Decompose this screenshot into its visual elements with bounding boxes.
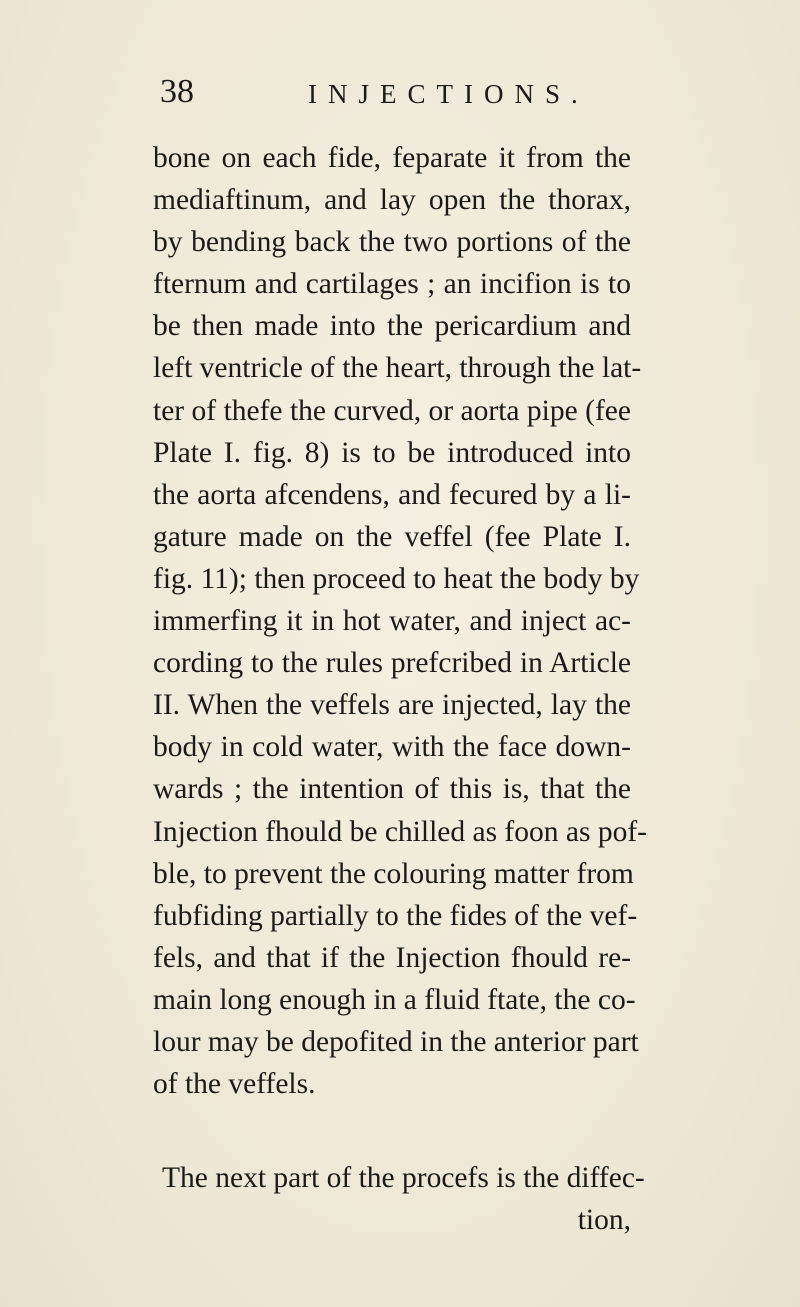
text-line: body in cold water, with the face down-: [153, 731, 631, 764]
text-line: fternum and cartilages ; an incifion is to: [153, 268, 631, 301]
text-line: wards ; the intention of this is, that the: [153, 773, 631, 806]
text-line: main long enough in a fluid ftate, the co-: [153, 983, 636, 1016]
text-line: by bending back the two portions of the: [153, 226, 631, 259]
text-line: fubfiding partially to the fides of the vef-: [153, 899, 638, 932]
text-line: lour may be depofited in the anterior part: [153, 1025, 639, 1058]
text-line: of the veffels.: [153, 1068, 316, 1101]
text-line: left ventricle of the heart, through the lat-: [153, 352, 642, 385]
text-line: ble, to prevent the colouring matter from: [153, 857, 634, 890]
text-line: bone on each fide, feparate it from the: [153, 142, 631, 174]
paragraph-1: [153, 137, 647, 1105]
text-line: Plate I. fig. 8) is to be introduced into: [153, 436, 631, 469]
running-head: INJECTIONS.: [308, 79, 589, 109]
text-line: ter of thefe the curved, or aorta pipe (fee: [153, 394, 631, 427]
text-line: tion,: [577, 1204, 631, 1237]
page-number: 38: [160, 73, 194, 110]
text-line: immerfing it in hot water, and inject ac-: [153, 605, 631, 638]
text-line: gature made on the veffel (fee Plate I.: [153, 520, 631, 553]
text-line: fig. 11); then proceed to heat the body by: [153, 562, 640, 595]
text-line: II. When the veffels are injected, lay the: [153, 689, 631, 722]
text-line: The next part of the procefs is the diffec-: [162, 1162, 645, 1195]
body-text: [153, 137, 647, 1241]
page-header: [0, 72, 800, 122]
text-line: the aorta afcendens, and fecured by a li-: [153, 478, 631, 511]
paragraph-2: [153, 1157, 645, 1241]
text-line: fels, and that if the Injection fhould re-: [153, 941, 631, 974]
text-line: Injection fhould be chilled as foon as pof-: [153, 815, 647, 848]
text-line: be then made into the pericardium and: [153, 310, 631, 343]
text-line: cording to the rules prefcribed in Article: [153, 647, 631, 680]
text-line: mediaftinum, and lay open the thorax,: [153, 184, 631, 217]
paragraph-gap: [153, 1105, 631, 1157]
